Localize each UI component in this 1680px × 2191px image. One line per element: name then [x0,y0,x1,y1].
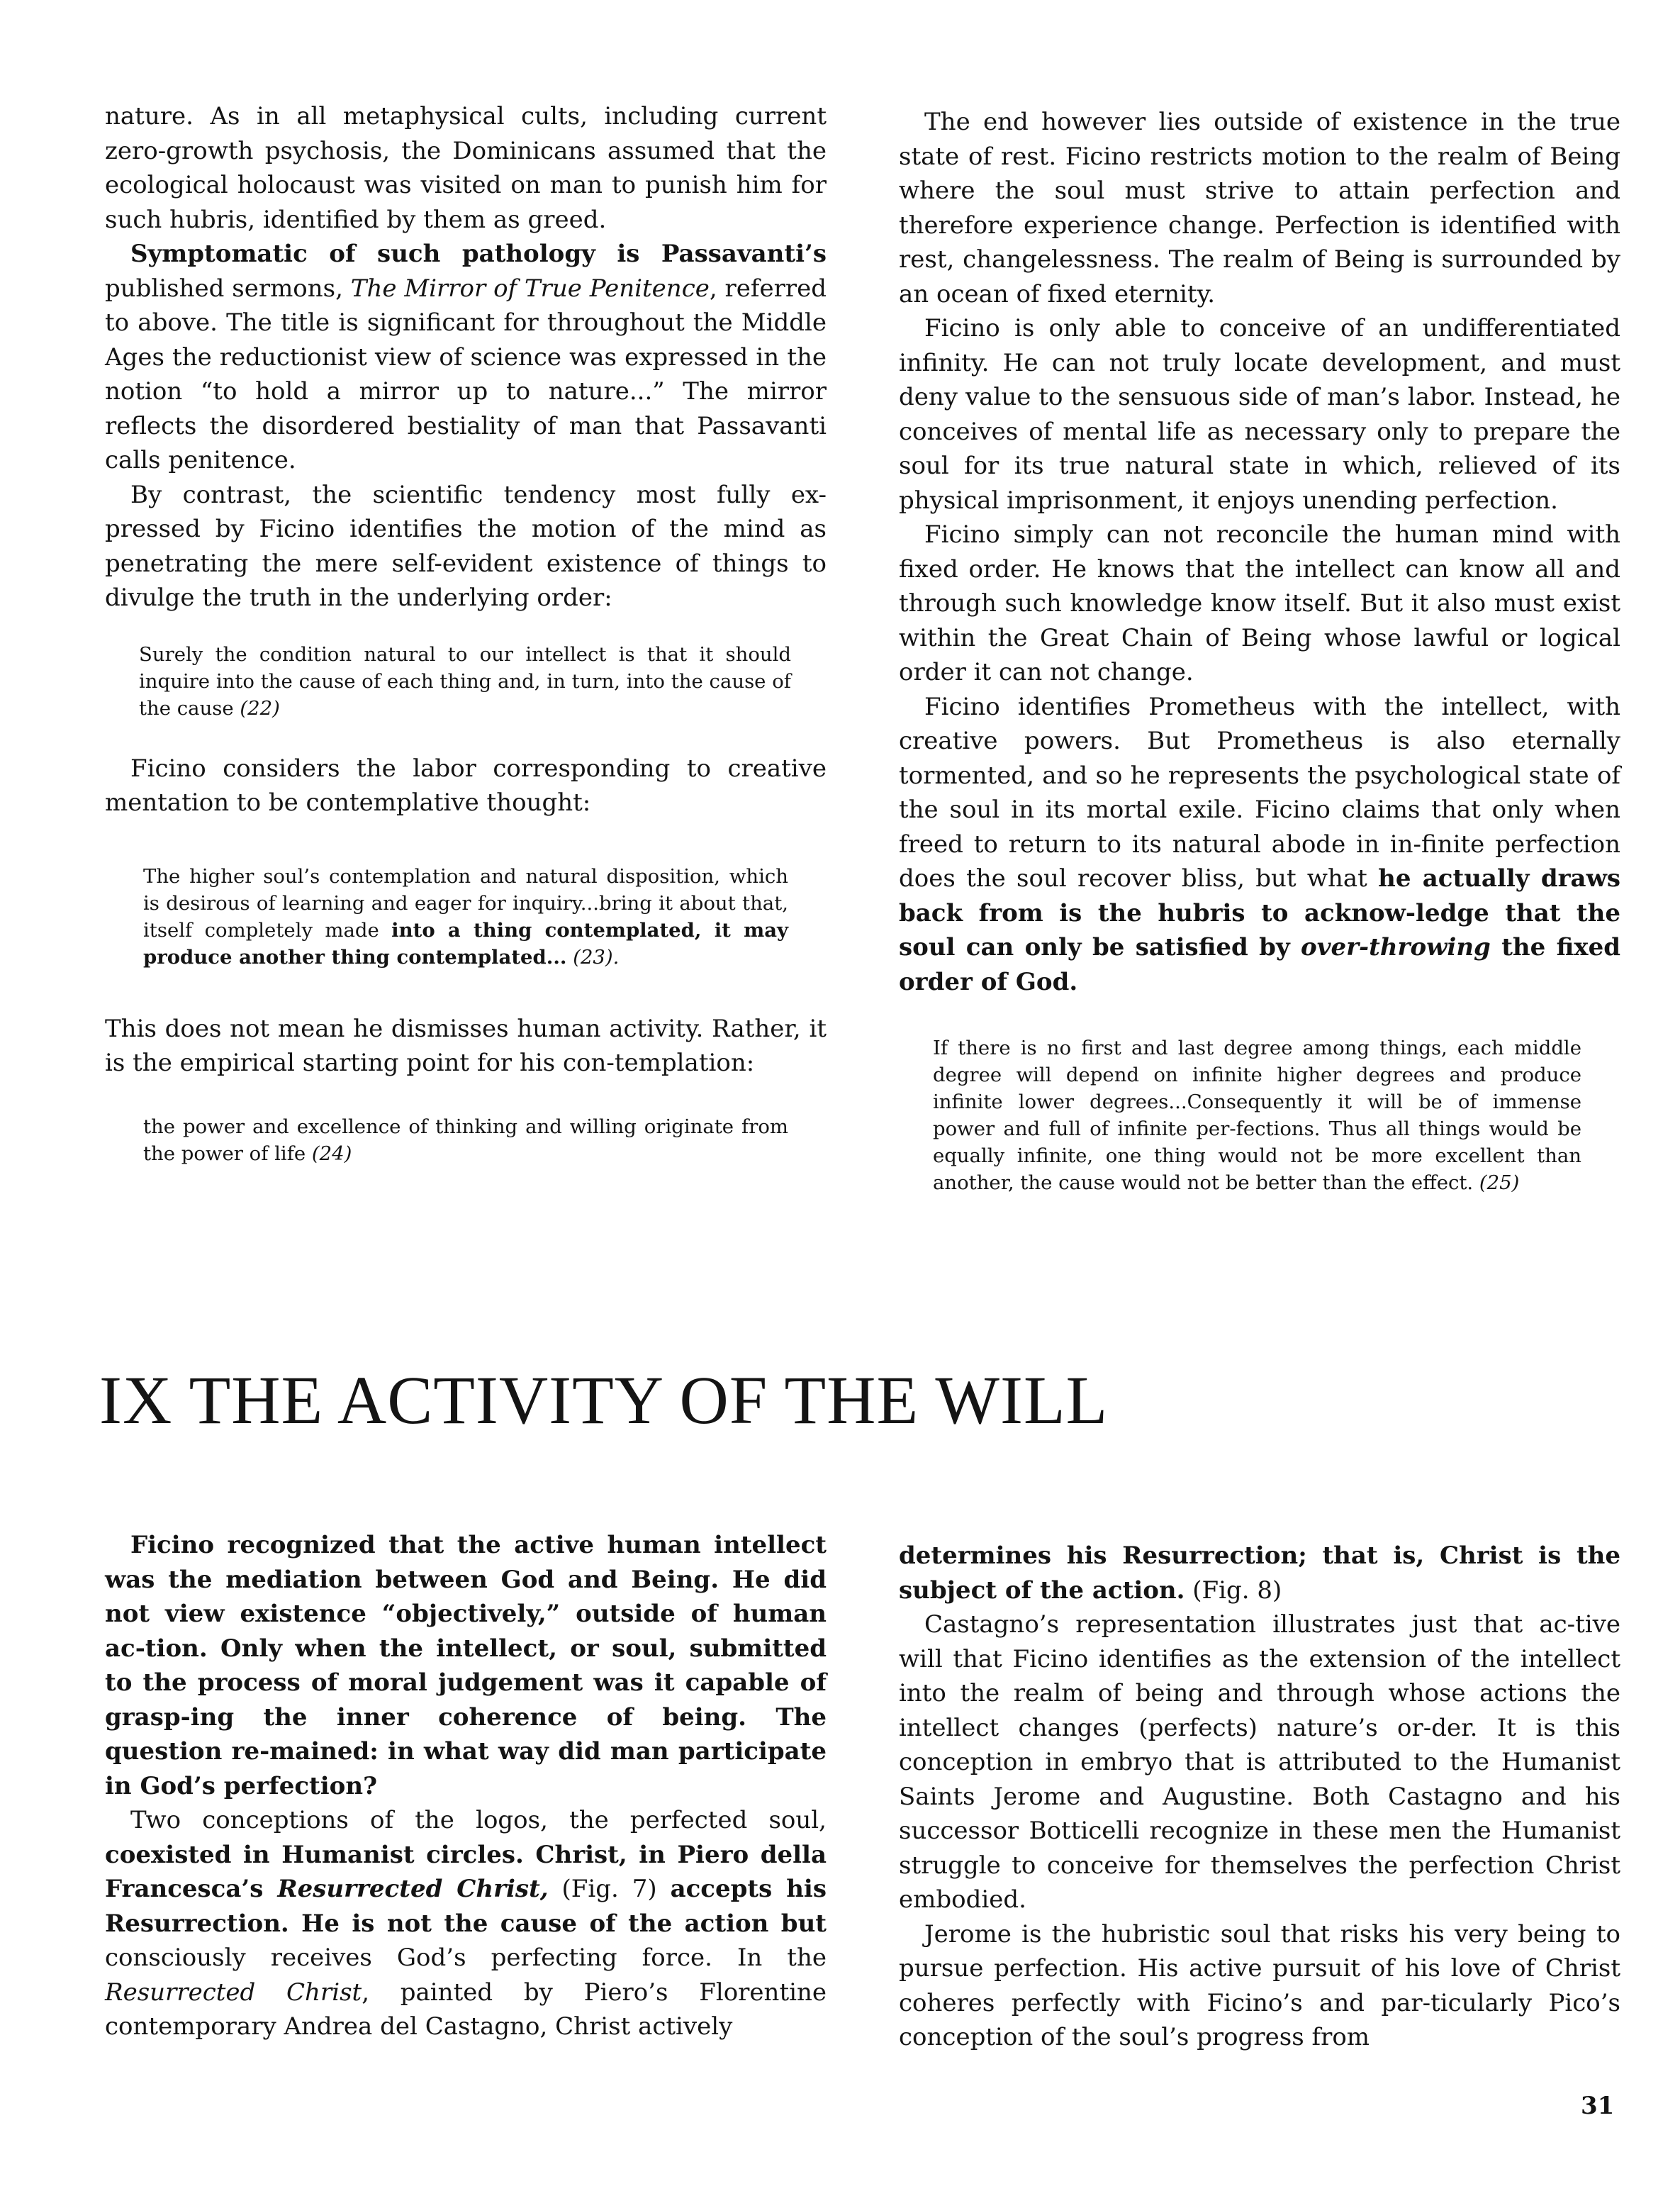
citation: (23). [566,945,620,969]
text-run: Two conceptions of the logos, the perfected soul, [130,1806,827,1834]
paragraph: This does not mean he dismisses human activity. Rather, it is the empirical starting point for his con-templation: [105,1014,827,1077]
quote-text: Surely the condition natural to our intellect is that it should inquire into the cause of each thing and, in turn, into the cause of the cause [139,642,791,720]
quote-text: If there is no first and last degree among things, each middle degree will depend on infinite higher degrees and produce infinite lower degrees...Consequently it will be of immense power and full of infinite per-fections. Thus all things would be equally infinite, one thing would not be more excellent than another, the cause would not be better than the effect. [933,1037,1581,1194]
block-quote [933,1035,1581,1196]
bold-italic-text: over-throwing [1301,933,1491,961]
citation: (24) [311,1142,352,1165]
paragraph [105,1803,827,2044]
bold-text: accepts his Resurrection. He is not the cause of the action but [105,1875,827,1938]
bold-text: into a thing contemplated, it may produce another thing contemplated... [143,918,788,969]
bottom-right-column [899,1539,1620,2055]
paragraph: Jerome is the hubristic soul that risks his very being to pursue perfection. His active pursuit of his love of Christ coheres perfectly with Ficino’s and par-ticularly Pico’s conception of the soul’s progress from [899,1919,1620,2051]
paragraph: Ficino is only able to conceive of an undifferentiated infinity. He can not truly locate development, and must deny value to the sensuous side of man’s labor. Instead, he conceives of mental life as necessary only to prepare the soul for its true natural state in which, relieved of its physical imprisonment, it enjoys unending perfection. [899,314,1620,515]
paragraph: The end however lies outside of existence in the true state of rest. Ficino restricts motion to the realm of Being where the soul must strive to attain perfection and therefore experience change. Perfection is identified with rest, changelessness. The realm of Being is surrounded by an ocean of fixed eternity. [899,108,1620,308]
bold-text: he actually draws back from is the hubris to acknow-ledge that the soul can only be satisfied by [899,864,1620,961]
book-title: The Mirror of True Penitence [350,274,710,303]
bold-text: determines his Resurrection; that is, Christ is the subject of the action. [899,1541,1620,1605]
text-run: published sermons, [105,274,351,303]
text-run: Ficino identifies Prometheus with the intellect, with creative powers. But Prometheus is also eternally tormented, and so he represents the psychological state of the soul in its mortal exile. Ficino claims that only when freed to return to its natural abode in in-finite perfection does the soul recover bliss, but what [899,692,1620,893]
bold-text: Symptomatic of such pathology is Passavanti’s [130,240,827,268]
quote-text: The higher soul’s contemplation and natural disposition, which is desirous of learning and eager for inquiry...bring it about that, itself completely made [143,864,788,942]
bold-text: the fixed order of God. [899,933,1620,996]
paragraph: By contrast, the scientific tendency most fully ex-pressed by Ficino identifies the motion of the mind as penetrating the mere self-evident existence of things to divulge the truth in the underlying order: [105,480,827,612]
paragraph [899,1539,1620,1607]
block-quote [139,641,791,722]
paragraph: Ficino recognized that the active human intellect was the mediation between God and Being. He did not view existence “objectively,” outside of human ac-tion. Only when the intellect, or soul, submitted to the process of moral judgement was it capable of grasp-ing the inner coherence of being. The question re-mained: in what way did man participate in God’s perfection? [105,1531,827,1800]
citation: (25) [1479,1171,1520,1194]
text-run: , painted by Piero’s Florentine contemporary Andrea del Castagno, Christ actively [105,1978,827,2041]
bold-text: coexisted in Humanist circles. Christ, in Piero della Francesca’s [105,1840,827,1903]
text-run: (Fig. 8) [1185,1576,1282,1605]
section-heading: IX THE ACTIVITY OF THE WILL [99,1362,1109,1438]
top-left-column [105,99,827,1167]
text-run: , referred to above. The title is significant for throughout the Middle Ages the reductionist view of science was expressed in the notion “to hold a mirror up to nature...” The mirror reflects the disordered bestiality of man that Passavanti calls penitence. [105,274,827,474]
text-run: (Fig. 7) [548,1875,671,1903]
block-quote [143,863,788,971]
block-quote [143,1113,788,1167]
artwork-title: Resurrected Christ [105,1978,362,2007]
citation: (22) [240,696,280,720]
page-number: 31 [1581,2092,1615,2120]
bottom-left-column [105,1528,827,2044]
top-right-column [899,105,1620,1196]
paragraph: Castagno’s representation illustrates just that ac-tive will that Ficino identifies as the extension of the intellect into the realm of being and through whose actions the intellect changes (perfects) nature’s or-der. It is this conception in embryo that is attributed to the Humanist Saints Jerome and Augustine. Both Castagno and his successor Botticelli recognize in these men the Humanist struggle to conceive for themselves the perfection Christ embodied. [899,1610,1620,1914]
bold-italic-text: Resurrected Christ, [277,1875,549,1903]
quote-text: the power and excellence of thinking and willing originate from the power of life [143,1115,788,1165]
paragraph: nature. As in all metaphysical cults, including current zero-growth psychosis, the Dominicans assumed that the ecological holocaust was visited on man to punish him for such hubris, identified by them as greed. [105,102,827,234]
paragraph [899,690,1620,1000]
paragraph: Ficino considers the labor corresponding to creative mentation to be contemplative thought: [105,754,827,817]
paragraph: Ficino simply can not reconcile the human mind with fixed order. He knows that the intellect can know all and through such knowledge know itself. But it also must exist within the Great Chain of Being whose lawful or logical order it can not change. [899,520,1620,686]
text-run: consciously receives God’s perfecting force. In the [105,1944,827,1972]
paragraph [105,237,827,478]
